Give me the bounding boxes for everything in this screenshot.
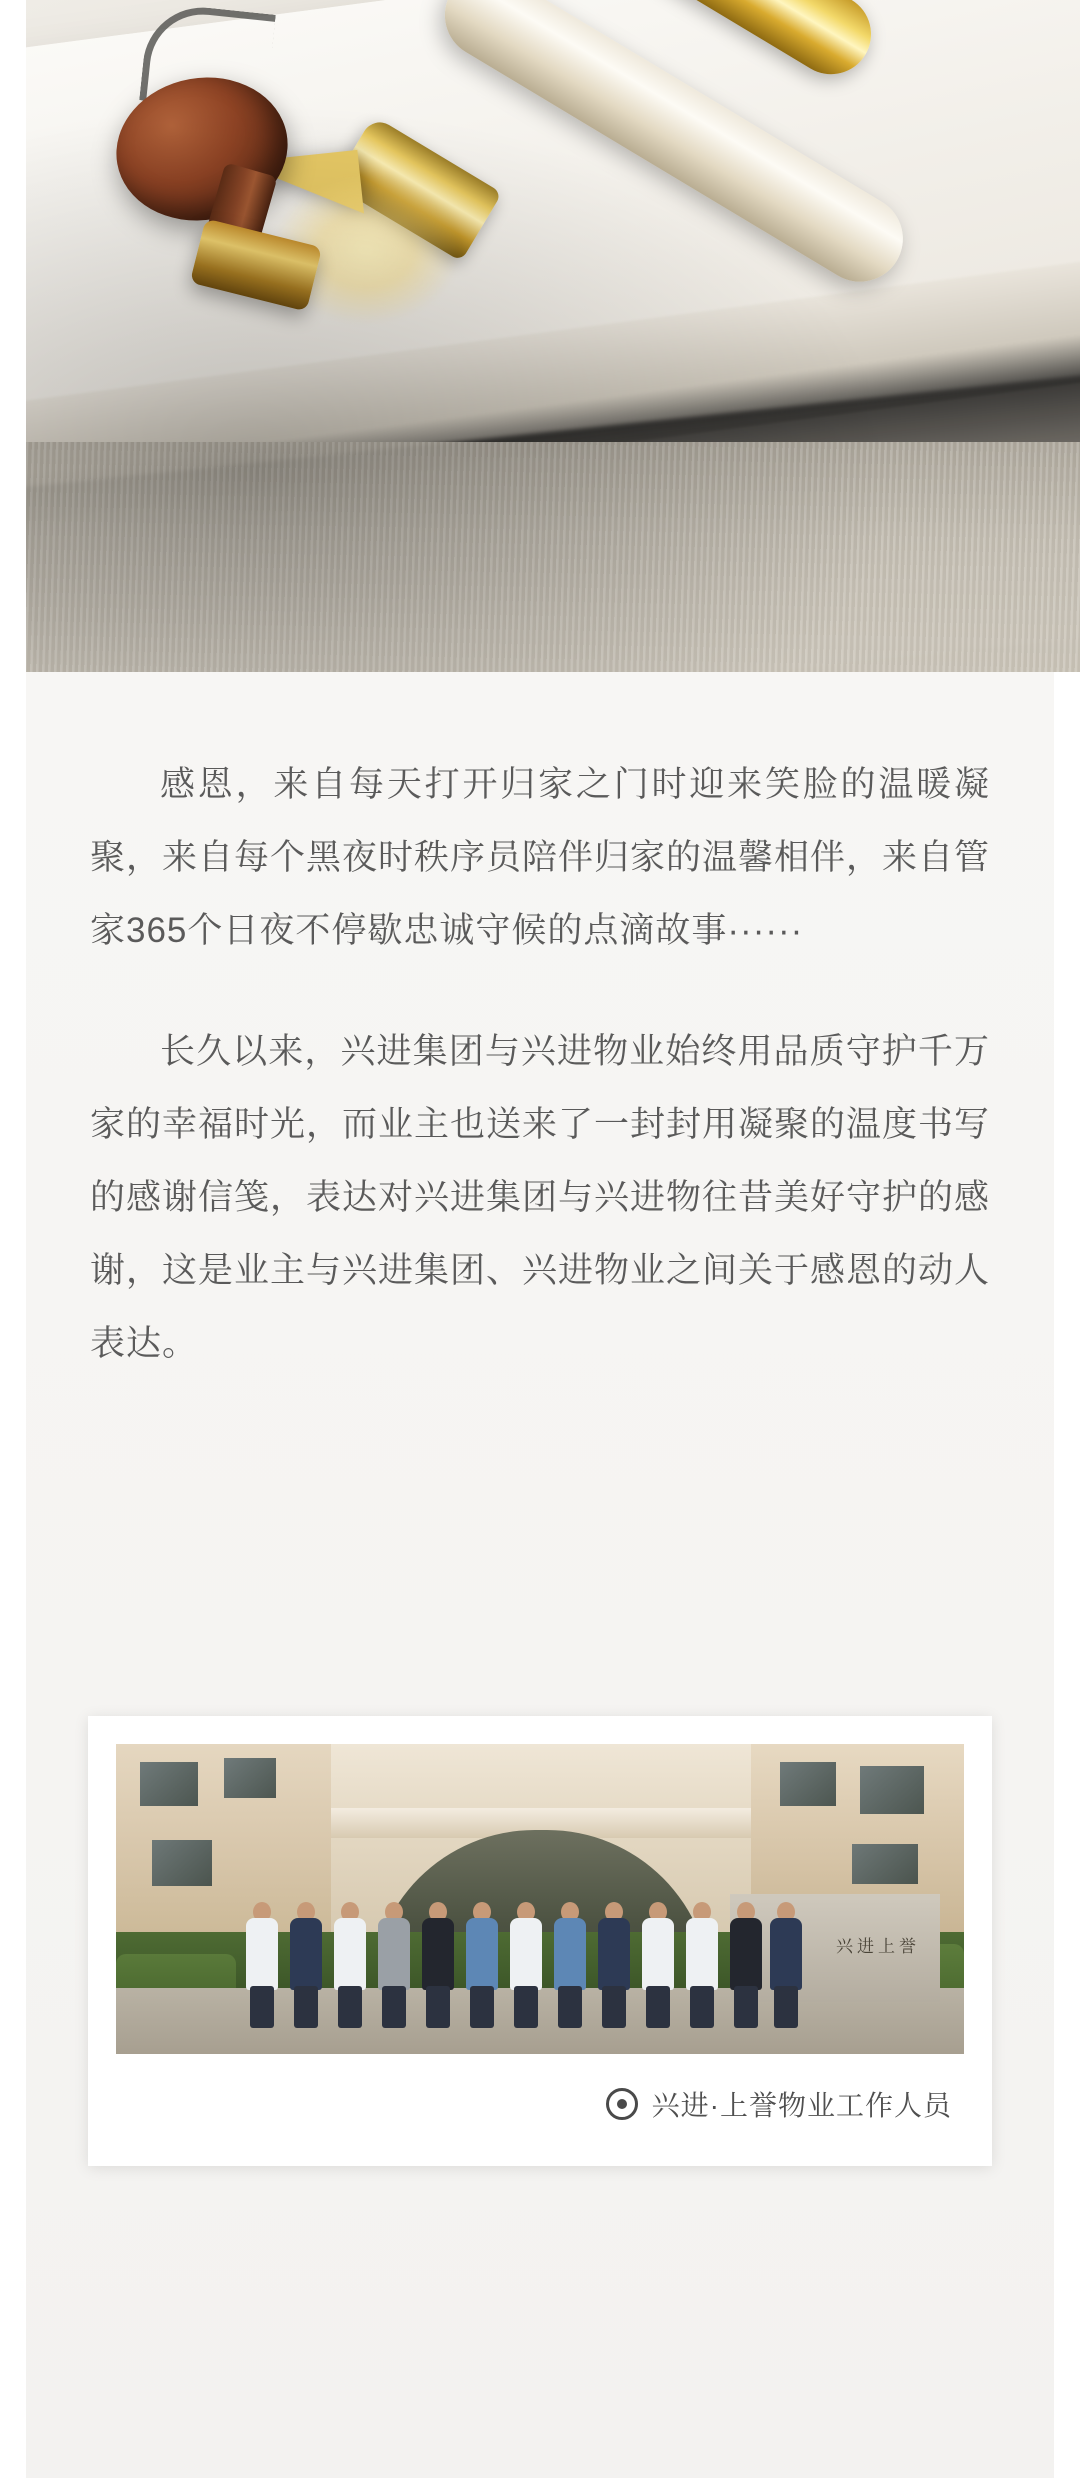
staff-group-photo bbox=[116, 1744, 964, 2054]
photo-window bbox=[140, 1762, 198, 1806]
photo-window bbox=[224, 1758, 276, 1798]
photo-card bbox=[88, 1716, 992, 2166]
hero-image bbox=[26, 0, 1080, 672]
photo-window bbox=[860, 1766, 924, 1814]
photo-gate-sign-text: 兴进上誉 bbox=[836, 1937, 920, 1956]
photo-caption-text: 兴进·上誉物业工作人员 bbox=[651, 2090, 952, 2121]
article-body bbox=[26, 672, 1054, 2478]
paragraph-1: 感恩，来自每天打开归家之门时迎来笑脸的温暖凝聚，来自每个黑夜时秩序员陪伴归家的温馨相伴，来自管家365个日夜不停歇忠诚守候的点滴故事······ bbox=[90, 765, 991, 950]
photo-window bbox=[152, 1840, 212, 1886]
photo-caption bbox=[606, 2084, 952, 2124]
photo-window bbox=[780, 1762, 836, 1806]
photo-window bbox=[852, 1844, 918, 1884]
target-dot-icon bbox=[606, 2088, 638, 2120]
photo-staff-row bbox=[244, 1878, 804, 2028]
article-text-container bbox=[26, 672, 1054, 1380]
hero-vignette bbox=[26, 0, 1080, 672]
paragraph-2: 长久以来，兴进集团与兴进物业始终用品质守护千万家的幸福时光，而业主也送来了一封封用凝聚的温度书写的感谢信笺，表达对兴进集团与兴进物往昔美好守护的感谢，这是业主与兴进集团、兴进物业之间关于感恩的动人表达。 bbox=[90, 1032, 991, 1363]
